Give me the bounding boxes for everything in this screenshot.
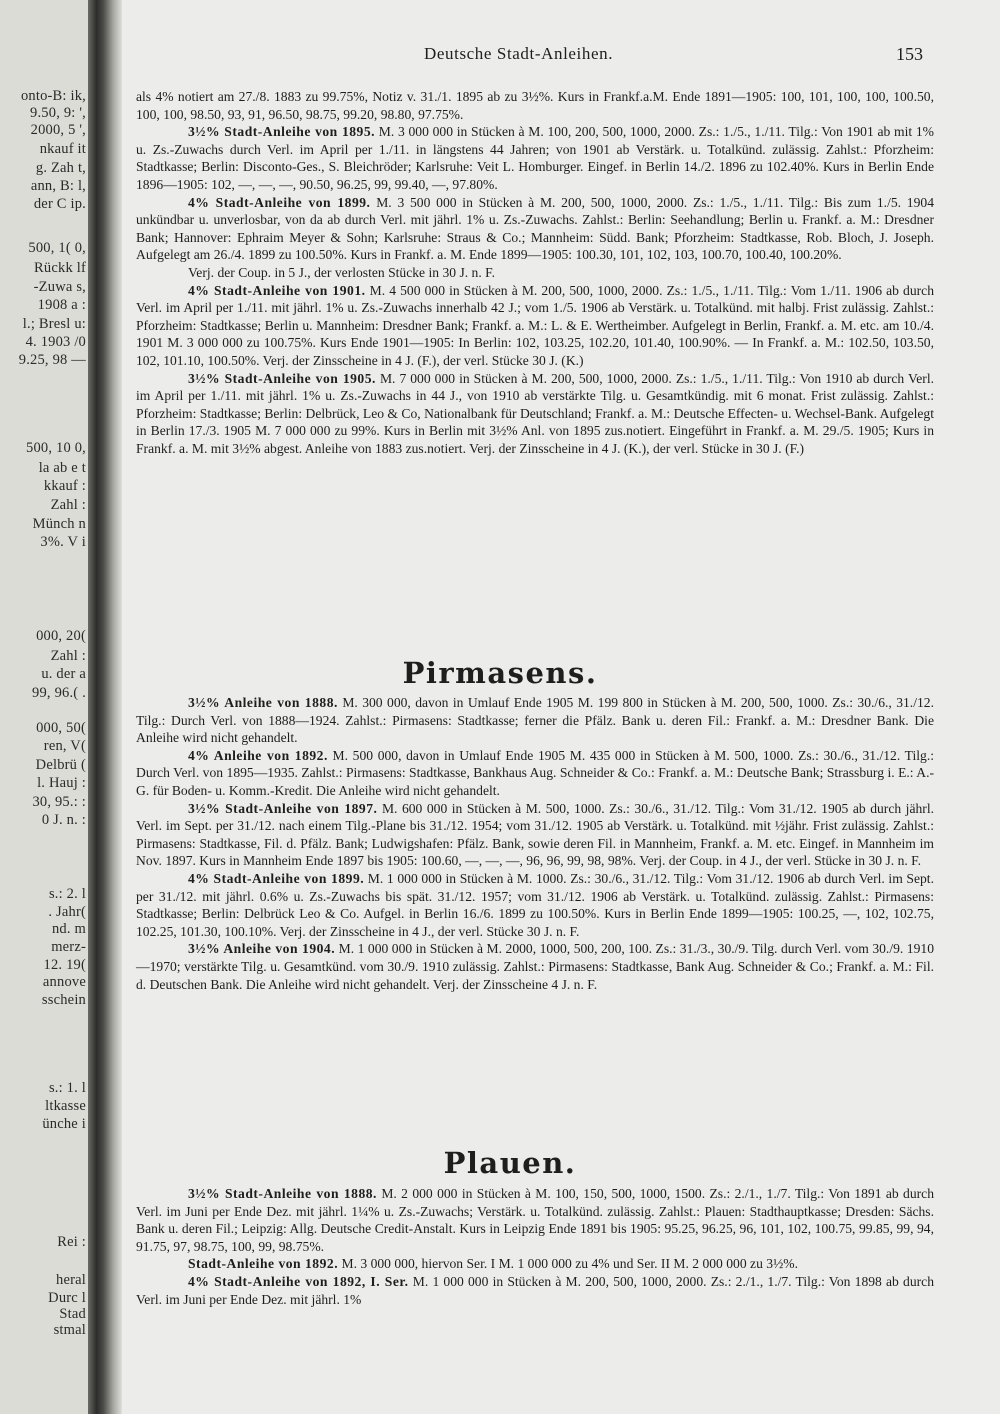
bond-entry-text: M. 600 000 in Stücken à M. 500, 1000. Zs.: 30./6., 31./12. Tilg.: Vom 31./12. 1905 ab durch jährl. Verl. im Sept. per 31./12. nach einem Tilg.-Plane bis 31./12. 1954; vom 31./12. 1905 ab Verstärk. u. Totalkünd. mit ½jähr. Frist zulässig. Zahlst.: Pirmasens: Stadtkasse, Fil. d. Pfälz. Bank; Ludwigshafen: Pfälz. Bank, sowie deren Fil. in Mannheim, Frankf. a. M. etc. Eingef. in Mannheim im Nov. 1897. Kurs in Mannheim Ende 1897 bis 1905: 100.60, —, —, —, 96, 96, 99, 98, 98%. Verj. der Coup. in 4 J., der verl. Stücke in 30 J. n. F. [136, 800, 934, 869]
facing-page-line: 1908 a : [37, 297, 86, 313]
facing-page-line: merz- [51, 939, 86, 955]
facing-page-line: g. Zah t, [35, 160, 86, 176]
facing-page-line: ltkasse [45, 1098, 86, 1114]
bond-entry [136, 194, 934, 264]
facing-page-line: ann, B: l, [30, 178, 86, 194]
bond-entry-title: 3½% Stadt-Anleihe von 1897. [188, 800, 378, 816]
facing-page-line: Zahl : [50, 648, 86, 664]
facing-page-line: 4. 1903 /0 [25, 334, 86, 350]
bond-entry-title: 3½% Stadt-Anleihe von 1888. [188, 1186, 377, 1201]
facing-page-line: s.: 1. l [48, 1080, 86, 1096]
bond-entry-title: 4% Stadt-Anleihe von 1899. [188, 194, 371, 210]
pirmasens-section [136, 694, 934, 993]
bond-entry [136, 747, 934, 800]
bond-entry-text: M. 4 500 000 in Stücken à M. 200, 500, 1000, 2000. Zs.: 1./5., 1./11. Tilg.: Vom 1./11. 1906 ab durch Verl. im April per 1./11. mit jährl. 1% u. Zs.-Zuwachs innerhalb 42 J.; vom 1./5. 1906 ab Verstärk. u. Totalkünd. mit halbj. Frist zulässig. Zahlst.: Pforzheim: Stadtkasse; Berlin u. Mannheim: Dresdner Bank; Frankf. a. M.: L. & E. Wertheimber. Aufgelegt in Berlin, Frankf. a. M. etc. am 10./4. 1901 M. 3 000 000 zu 100.75%. Kurs Ende 1901—1905: In Berlin: 102, 103.25, 102.20, 101.40, 100.90%. — In Frankf. a. M.: 102.50, 103.50, 102, 101.10, 100.50%. Verj. der Zinsscheine in 4 J. (F.), der verl. Stücke 30 J. (K.) [136, 282, 934, 368]
facing-page-line: stmal [53, 1322, 86, 1338]
facing-page-line: kkauf : [43, 478, 86, 494]
bond-entry-title: 4% Anleihe von 1892. [188, 747, 328, 763]
bond-entry [136, 694, 934, 747]
bond-entry [136, 1273, 934, 1308]
facing-page-line: 000, 20( [36, 628, 86, 644]
bond-entry [136, 88, 934, 123]
facing-page-line: l. Hauj : [37, 775, 86, 791]
facing-page-line: der C ip. [33, 196, 86, 212]
plauen-section [136, 1185, 934, 1308]
book-gutter [88, 0, 122, 1414]
bond-entry-text: Verj. der Coup. in 5 J., der verlosten Stücke in 30 J. n. F. [188, 264, 495, 280]
bond-entry-text: M. 2 000 000 in Stücken à M. 100, 150, 500, 1000, 1500. Zs.: 2./1., 1./7. Tilg.: Von 1891 ab durch Verl. im Juni per Ende Dez. mit jährl. 1¼% u. Zs.-Zuwachs; Verstärk. u. Totalkünd. zulässig. Zahlst.: Plauen: Stadthauptkasse; Dresden: Sächs. Bank u. deren Fil.; Leipzig: Allg. Deutsche Credit-Anstalt. Kurs in Leipzig Ende 1891 bis 1905: 95.25, 96.25, 96, 101, 102, 100.75, 99.85, 99, 94, 91.75, 97, 98.75, 100, 99, 98.75%. [136, 1186, 934, 1254]
facing-page-line: . Jahr( [48, 904, 86, 920]
bond-entry [136, 940, 934, 993]
bond-entry-title: 3½% Stadt-Anleihe von 1905. [188, 370, 376, 386]
bond-entry-text: M. 500 000, davon in Umlauf Ende 1905 M. 435 000 in Stücken à M. 500, 1000. Zs.: 30./6., 31./12. Tilg.: Durch Verl. von 1895—1935. Zahlst.: Pirmasens: Stadtkasse, Bankhaus Aug. Schneider & Co.: Frankf. a. M.: Deutsche Bank; Strassburg i. E.: A.-G. für Boden- u. Komm.-Kredit. Die Anleihe wird nicht gehandelt. [136, 747, 935, 798]
bond-entry [136, 870, 934, 940]
facing-page-line: ünche i [42, 1116, 86, 1132]
facing-page-line: 3%. V i [40, 534, 86, 550]
bond-entry [136, 123, 934, 193]
bond-entry-title: 4% Stadt-Anleihe von 1899. [188, 870, 365, 886]
facing-page-line: 12. 19( [43, 957, 86, 973]
facing-page-line: nkauf it [39, 141, 86, 157]
facing-page-line: la ab e t [38, 460, 86, 476]
facing-page-line: ren, V( [43, 738, 86, 754]
facing-page-line: Delbrü ( [35, 757, 86, 773]
facing-page-line: 000, 50( [36, 720, 86, 736]
facing-page-line: 500, 1( 0, [28, 240, 86, 256]
facing-page-line: -Zuwa s, [33, 279, 86, 295]
facing-page-line: 2000, 5 ', [30, 122, 86, 138]
bond-entry-text: M. 1 000 000 in Stücken à M. 1000. Zs.: 30./6., 31./12. Tilg.: Vom 31./12. 1906 ab durch Verl. im Sept. per 31./12. mit jährl. 0.6% u. Zs.-Zuwachs bis spät. 31./12. 1957; vom 31./12. 1906 ab Verstärk. u. Totalkünd. zulässig. Zahlst.: Pirmasens: Stadtkasse; Berlin: Delbrück Leo & Co. Aufgel. in Berlin 16./6. 1899 zu 100.50%. Kurs in Berlin Ende 1899—1905: 100.25, —, 102, 102.75, 102.25, 101.30, 100.10%. Verj. der Zinsscheine in 4 J., der verl. Stücke 30 J. n. F. [136, 870, 934, 939]
facing-page-line: 9.25, 98 — [18, 352, 86, 368]
facing-page-line: Rückk lf [34, 260, 86, 276]
continuation-section [136, 88, 934, 457]
facing-page-line: onto-B: ik, [20, 88, 86, 104]
bond-entry [136, 370, 934, 458]
bond-entry-text: als 4% notiert am 27./8. 1883 zu 99.75%, Notiz v. 31./1. 1895 ab zu 3½%. Kurs in Frankf.a.M. Ende 1891—1905: 100, 101, 100, 100, 100.50, 100, 100, 98.50, 93, 91, 96.50, 98.75, 99.20, 98.80, 97.75%. [136, 89, 934, 122]
bond-entry [136, 1185, 934, 1255]
bond-entry-text: M. 7 000 000 in Stücken à M. 200, 500, 1000, 2000. Zs.: 1./5., 1./11. Tilg.: Von 1910 ab durch Verl. im April per 1./11. mit jährl. 1% u. Zs.-Zuwachs in 44 J., von 1910 ab verstärkte Tilg. u. Gesamtkündig. mit 6 monat. Frist zulässig. Zahlst.: Pforzheim: Stadtkasse; Berlin: Delbrück, Leo & Co, Nationalbank für Deutschland; Frankf. a. M.: Deutsche Effecten- u. Wechsel-Bank. Aufgelegt in Berlin 17./3. 1905 M. 7 000 000 zu 99%. Kurs in Berlin mit 3½% Anl. von 1895 zus.notiert. Eingeführt in Frankf. a. M. 29./5. 1905; Kurs in Frankf. a. M. mit 3½% abgest. Anleihe von 1883 zus.notiert. Verj. der Zinsscheine in 4 J. (K.), der verl. Stücke in 30 J. (F.) [136, 370, 935, 456]
page-number: 153 [896, 44, 923, 64]
facing-page-line: 0 J. n. : [41, 812, 86, 828]
facing-page-line: heral [56, 1272, 86, 1288]
bond-entry [136, 282, 934, 370]
facing-page-fragment [0, 0, 92, 1414]
facing-page-line: l.; Bresl u: [22, 316, 86, 332]
facing-page-line: s.: 2. l [48, 886, 86, 902]
facing-page-line: Rei : [57, 1234, 86, 1250]
facing-page-line: 30, 95.: : [32, 794, 86, 810]
facing-page-line: sschein [41, 992, 86, 1008]
running-head: Deutsche Stadt-Anleihen. [424, 44, 614, 63]
facing-page-line: Stad [59, 1306, 86, 1322]
facing-page-line: nd. m [51, 921, 86, 937]
bond-entry-title: Stadt-Anleihe von 1892. [188, 1256, 339, 1272]
bond-entry-text: M. 1 000 000 in Stücken à M. 2000, 1000, 500, 200, 100. Zs.: 31./3., 30./9. Tilg. durch Verl. vom 30./9. 1910—1970; verstärkte Tilg. u. Gesamtkünd. vom 30./9. 1910 zulässig. Zahlst.: Pirmasens: Stadtkasse, Bank Aug. Schneider & Co.; Frankf. a. M.: Fil. d. Deutschen Bank. Die Anleihe wird nicht gehandelt. Verj. der Zinsscheine 4 J. n. F. [136, 941, 934, 992]
facing-page-line: 9.50, 9: ', [30, 105, 86, 121]
facing-page-line: Zahl : [50, 497, 86, 513]
bond-entry-title: 4% Stadt-Anleihe von 1901. [188, 282, 366, 298]
section-heading-plauen: Plauen. [443, 1146, 577, 1180]
bond-entry-text: M. 3 000 000, hiervon Ser. I M. 1 000 000 zu 4% und Ser. II M. 2 000 000 zu 3½%. [341, 1256, 798, 1272]
bond-entry [136, 1255, 934, 1273]
bond-entry-text: M. 3 500 000 in Stücken à M. 200, 500, 1000, 2000. Zs.: 1./5., 1./11. Tilg.: Bis zum 1./5. 1904 unkündbar u. unverlosbar, von da ab durch Verl. mit jährl. 1% u. Zs.-Zuwachs. Zahlst.: Berlin: Seehandlung; Berlin u. Frankf. a. M.: Dresdner Bank; Hannover: Ephraim Meyer & Sohn; Karlsruhe: Straus & Co.; Mannheim: Südd. Bank; Pforzheim: Stadtkasse, Rob. Bloch, J. Joseph. Aufgelegt am 26./4. 1899 zu 100.50%. Kurs in Frankf. a. M. Ende 1899—1905: 100.30, 101, 102, 103, 100.70, 100.40, 100.20%. [136, 194, 934, 263]
bond-entry [136, 800, 934, 870]
bond-entry-text: M. 300 000, davon in Umlauf Ende 1905 M. 199 800 in Stücken à M. 200, 500, 1000. Zs.: 30./6., 31./12. Tilg.: Durch Verl. von 1888—1924. Zahlst.: Pirmasens: Stadtkasse; ferner die Pfälz. Bank u. deren Fil.: Frankf. a. M.: Dresdner Bank. Die Anleihe wird nicht gehandelt. [136, 695, 934, 746]
bond-entry [136, 264, 934, 282]
facing-page-line: 500, 10 0, [26, 440, 86, 456]
bond-entry-text: M. 1 000 000 in Stücken à M. 200, 500, 1000, 2000. Zs.: 2./1., 1./7. Tilg.: Von 1898 ab durch Verl. im Juni per Ende Dez. mit jährl. 1% [136, 1273, 934, 1307]
facing-page-line: 99, 96.( . [32, 685, 86, 701]
bond-entry-title: 3½% Anleihe von 1888. [188, 695, 338, 710]
facing-page-line: Durc l [48, 1290, 86, 1306]
bond-entry-text: M. 3 000 000 in Stücken à M. 100, 200, 500, 1000, 2000. Zs.: 1./5., 1./11. Tilg.: Von 1901 ab mit 1% u. Zs.-Zuwachs durch Verl. im April per 1./11. in längstens 44 Jahren; von 1901 ab Verstärk. u. Totalkünd. zulässig. Zahlst.: Pforzheim: Stadtkasse; Berlin: Disconto-Ges., S. Bleichröder; Karlsruhe: Veit L. Homburger. Eingef. in Berlin 14./2. 1896 zu 102.40%. Kurs in Berlin Ende 1896—1905: 102, —, —, —, 90.50, 96.25, 99, 99.40, —, 97.80%. [136, 124, 935, 192]
bond-entry-title: 4% Stadt-Anleihe von 1892, I. Ser. [188, 1273, 409, 1289]
facing-page-line: annove [42, 974, 86, 990]
bond-entry-title: 3½% Stadt-Anleihe von 1895. [188, 124, 376, 140]
facing-page-line: Münch n [32, 516, 86, 532]
bond-entry-title: 3½% Anleihe von 1904. [188, 941, 336, 957]
section-heading-pirmasens: Pirmasens. [402, 656, 598, 690]
facing-page-line: u. der a [41, 666, 86, 682]
